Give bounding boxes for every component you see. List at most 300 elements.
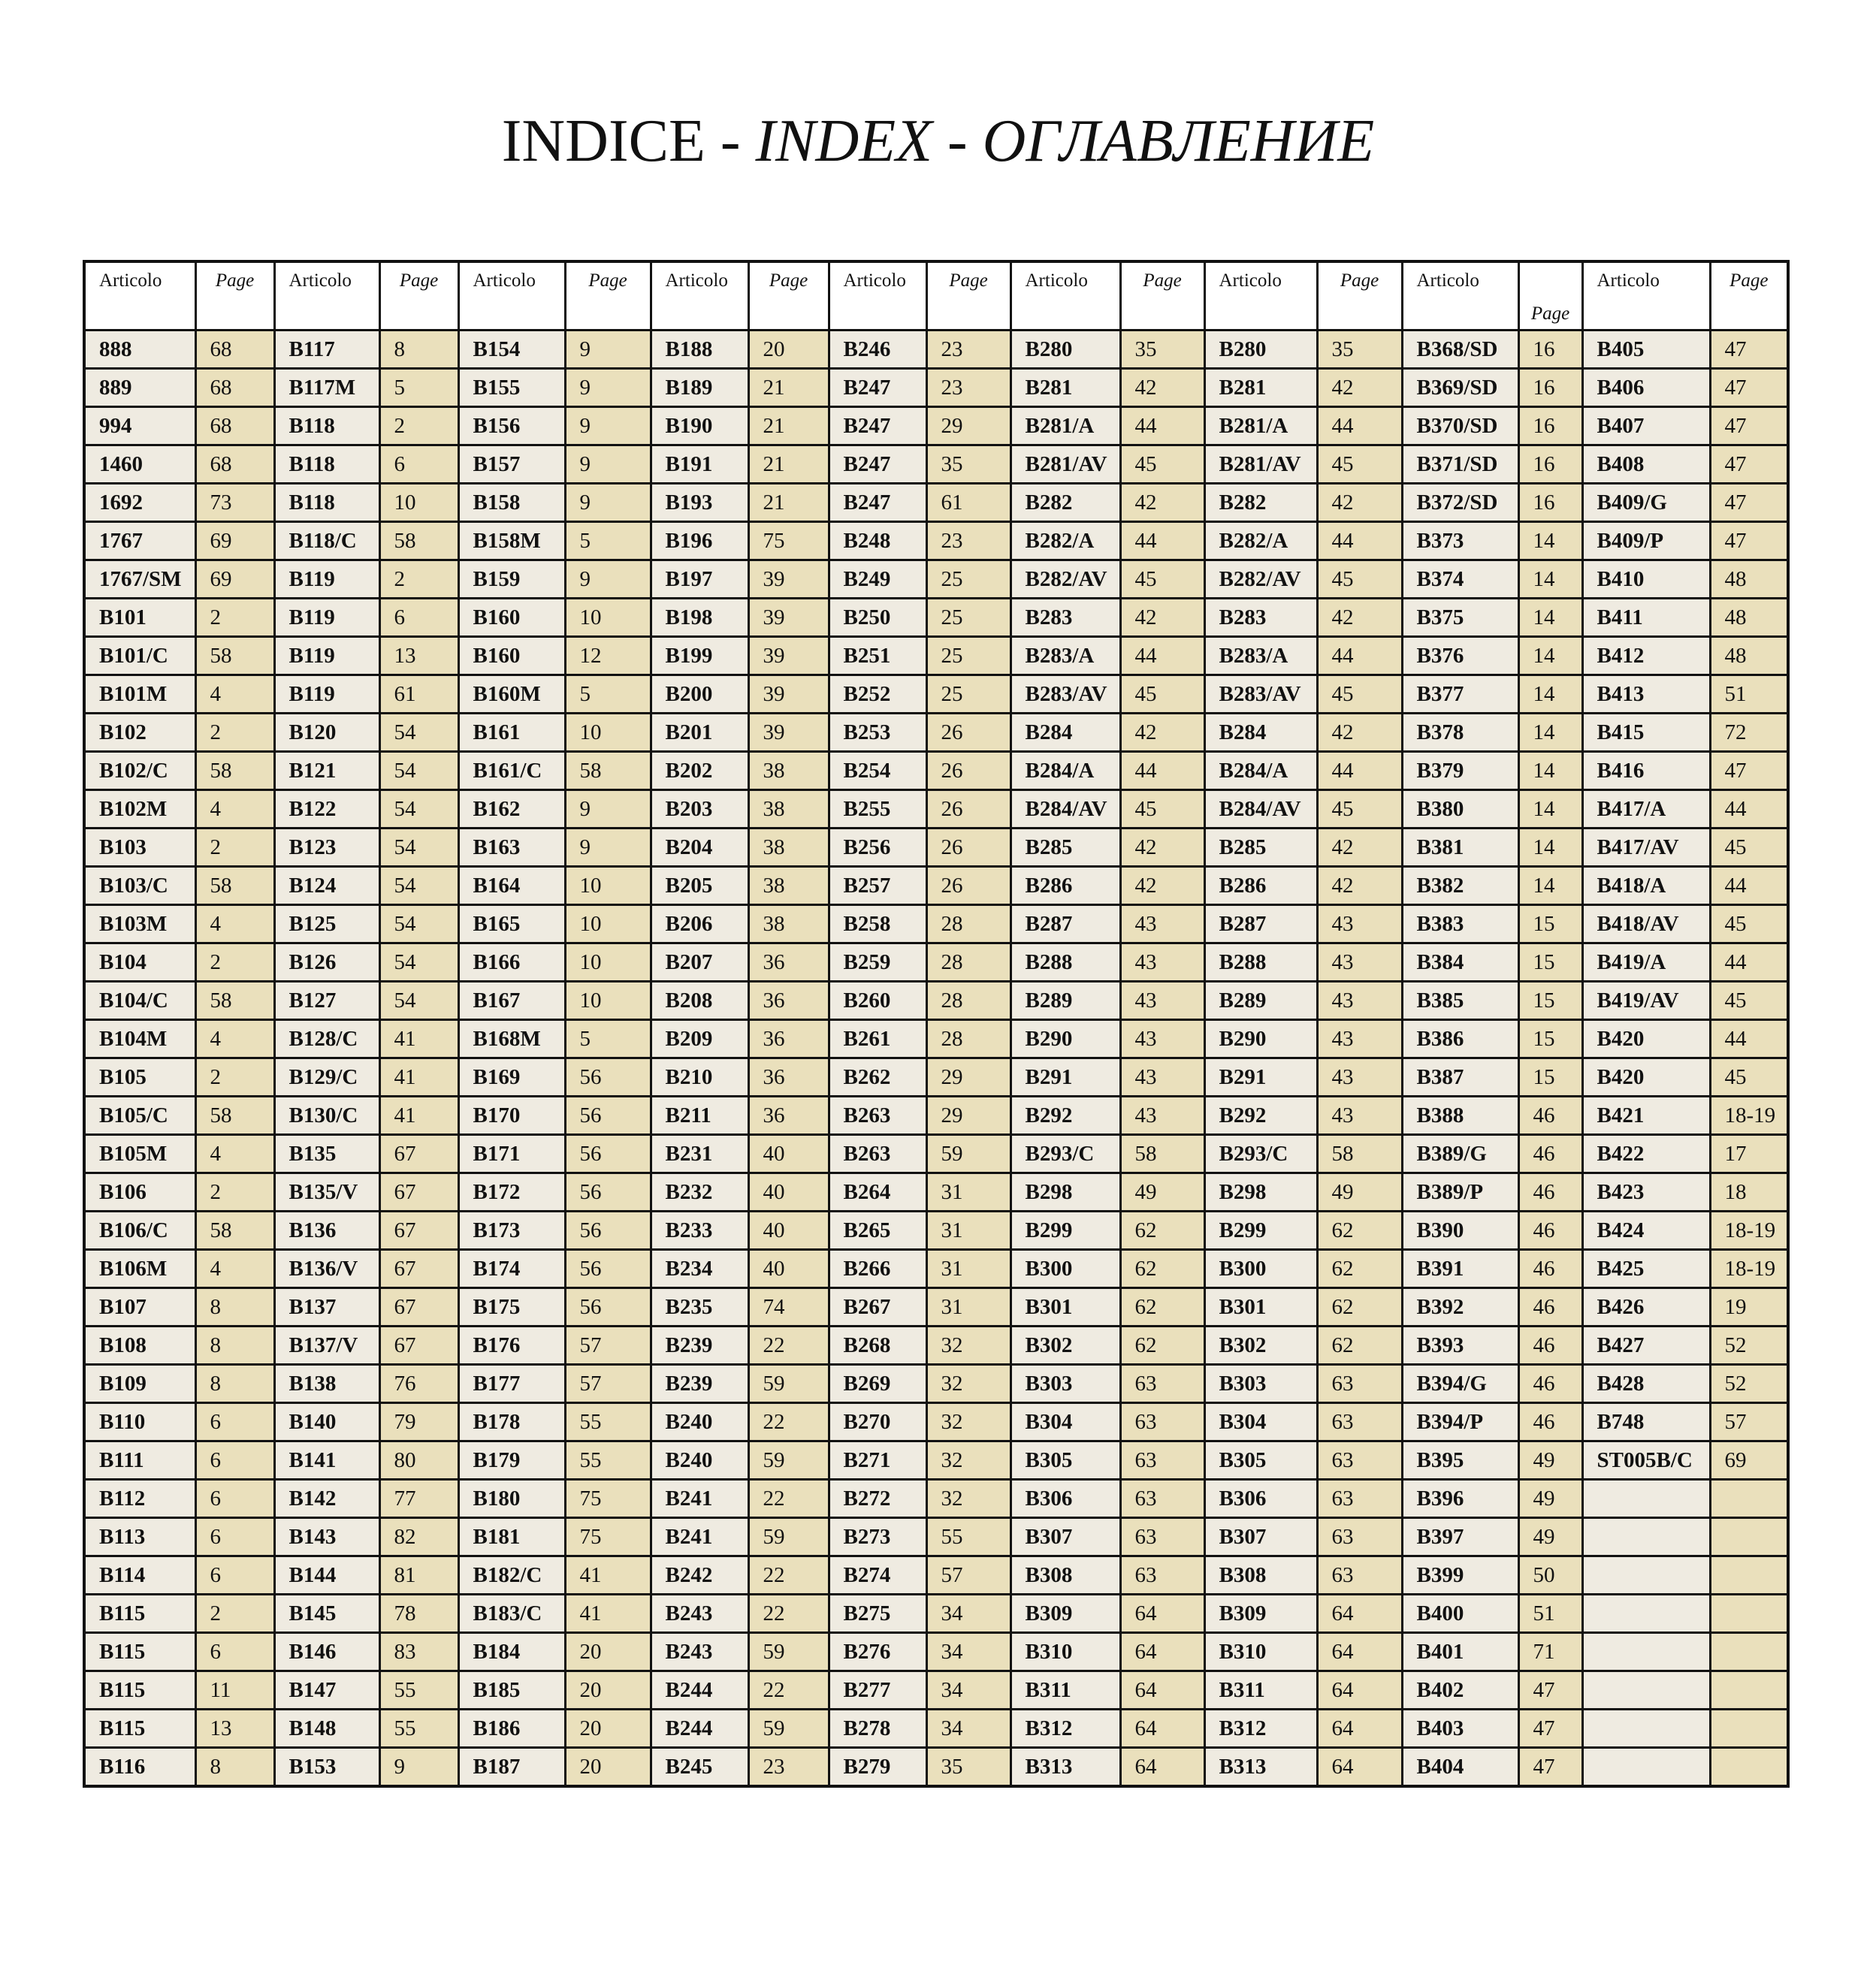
article-code: B280	[1011, 331, 1120, 369]
article-code	[1582, 1480, 1710, 1518]
article-code: B169	[458, 1058, 565, 1097]
page-number: 68	[195, 369, 274, 407]
article-code: B102M	[84, 790, 195, 829]
article-code: B291	[1011, 1058, 1120, 1097]
article-code: B135/V	[274, 1173, 379, 1212]
article-code: B382	[1402, 867, 1518, 905]
page-number: 38	[748, 867, 829, 905]
page-number: 2	[195, 714, 274, 752]
article-code: B383	[1402, 905, 1518, 943]
article-code: B161/C	[458, 752, 565, 790]
page-number: 40	[748, 1173, 829, 1212]
page-number: 55	[565, 1441, 651, 1480]
page-number: 62	[1317, 1327, 1402, 1365]
page-number: 5	[565, 675, 651, 714]
article-code: B117	[274, 331, 379, 369]
page-number: 44	[1710, 1020, 1788, 1058]
table-row	[84, 1403, 1788, 1441]
page-number: 43	[1317, 1058, 1402, 1097]
article-code: B407	[1582, 407, 1710, 445]
page-number: 54	[379, 943, 458, 982]
article-code: B155	[458, 369, 565, 407]
article-code: B423	[1582, 1173, 1710, 1212]
article-code: B303	[1011, 1365, 1120, 1403]
page-number: 4	[195, 1135, 274, 1173]
page-number: 18-19	[1710, 1250, 1788, 1288]
table-row	[84, 829, 1788, 867]
page-number: 56	[565, 1250, 651, 1288]
article-code: B119	[274, 560, 379, 599]
page-number: 42	[1317, 867, 1402, 905]
page-number: 23	[748, 1748, 829, 1787]
article-code: B281/A	[1011, 407, 1120, 445]
article-code: B424	[1582, 1212, 1710, 1250]
page-number: 45	[1710, 829, 1788, 867]
page-number: 54	[379, 982, 458, 1020]
article-code: B288	[1011, 943, 1120, 982]
page-number: 16	[1518, 445, 1582, 484]
page-number: 9	[565, 331, 651, 369]
page-number: 26	[926, 829, 1011, 867]
article-code: B267	[829, 1288, 926, 1327]
column-header-article: Articolo	[84, 261, 195, 331]
page-number: 58	[195, 982, 274, 1020]
article-code: B404	[1402, 1748, 1518, 1787]
page-number: 44	[1317, 522, 1402, 560]
page-number: 42	[1317, 369, 1402, 407]
article-code: B102	[84, 714, 195, 752]
article-code: B286	[1204, 867, 1317, 905]
article-code: B405	[1582, 331, 1710, 369]
article-code: B108	[84, 1327, 195, 1365]
page-number: 64	[1317, 1595, 1402, 1633]
article-code: B283/AV	[1011, 675, 1120, 714]
page-number: 64	[1120, 1710, 1204, 1748]
article-code: B275	[829, 1595, 926, 1633]
article-code: B266	[829, 1250, 926, 1288]
page-number: 43	[1317, 982, 1402, 1020]
page-number: 61	[379, 675, 458, 714]
article-code: B379	[1402, 752, 1518, 790]
article-code: B141	[274, 1441, 379, 1480]
article-code: B283	[1011, 599, 1120, 637]
page-number: 63	[1317, 1480, 1402, 1518]
page-number: 80	[379, 1441, 458, 1480]
article-code: B102/C	[84, 752, 195, 790]
article-code: B273	[829, 1518, 926, 1556]
page-number: 9	[379, 1748, 458, 1787]
article-code: B280	[1204, 331, 1317, 369]
article-code: B307	[1011, 1518, 1120, 1556]
page-number: 63	[1120, 1556, 1204, 1595]
article-code: B389/G	[1402, 1135, 1518, 1173]
page-number: 42	[1120, 714, 1204, 752]
table-row	[84, 1480, 1788, 1518]
page-number: 47	[1710, 484, 1788, 522]
article-code: B101/C	[84, 637, 195, 675]
article-code: B166	[458, 943, 565, 982]
article-code: B198	[651, 599, 748, 637]
column-header-page: Page	[926, 261, 1011, 331]
column-header-article: Articolo	[1402, 261, 1518, 331]
page-number: 6	[195, 1441, 274, 1480]
article-code: B137	[274, 1288, 379, 1327]
page-number: 35	[926, 445, 1011, 484]
column-header-page: Page	[1710, 261, 1788, 331]
page-number: 8	[195, 1327, 274, 1365]
page-number: 74	[748, 1288, 829, 1327]
page-number: 22	[748, 1671, 829, 1710]
article-code: B422	[1582, 1135, 1710, 1173]
page-number: 47	[1518, 1710, 1582, 1748]
page-number: 26	[926, 752, 1011, 790]
page-number: 9	[565, 790, 651, 829]
page-number: 57	[565, 1365, 651, 1403]
article-code: B130/C	[274, 1097, 379, 1135]
page-number: 63	[1120, 1518, 1204, 1556]
page-number: 58	[195, 1097, 274, 1135]
article-code: B380	[1402, 790, 1518, 829]
article-code: B118/C	[274, 522, 379, 560]
article-code: B241	[651, 1480, 748, 1518]
article-code: B417/A	[1582, 790, 1710, 829]
page-number: 6	[195, 1480, 274, 1518]
article-code: B306	[1204, 1480, 1317, 1518]
article-code: B165	[458, 905, 565, 943]
page-number: 4	[195, 905, 274, 943]
article-code: B285	[1204, 829, 1317, 867]
article-code: B428	[1582, 1365, 1710, 1403]
column-header-article: Articolo	[1582, 261, 1710, 331]
article-code: B371/SD	[1402, 445, 1518, 484]
article-code: B302	[1011, 1327, 1120, 1365]
page-number: 10	[565, 982, 651, 1020]
article-code: B283/A	[1204, 637, 1317, 675]
article-code: B293/C	[1204, 1135, 1317, 1173]
page-number: 83	[379, 1633, 458, 1671]
article-code: B231	[651, 1135, 748, 1173]
article-code: B289	[1011, 982, 1120, 1020]
article-code: B381	[1402, 829, 1518, 867]
page-number: 45	[1120, 560, 1204, 599]
article-code: B125	[274, 905, 379, 943]
table-row	[84, 484, 1788, 522]
article-code: B104M	[84, 1020, 195, 1058]
article-code: B292	[1204, 1097, 1317, 1135]
page-number: 34	[926, 1671, 1011, 1710]
article-code	[1582, 1556, 1710, 1595]
page-number	[1710, 1518, 1788, 1556]
page-number: 15	[1518, 982, 1582, 1020]
article-code: B123	[274, 829, 379, 867]
article-code: B172	[458, 1173, 565, 1212]
article-code: B145	[274, 1595, 379, 1633]
article-code: B241	[651, 1518, 748, 1556]
page-number: 58	[1120, 1135, 1204, 1173]
page-number: 63	[1317, 1403, 1402, 1441]
article-code: B263	[829, 1135, 926, 1173]
article-code: B136/V	[274, 1250, 379, 1288]
page-number: 32	[926, 1480, 1011, 1518]
table-row	[84, 599, 1788, 637]
article-code: B384	[1402, 943, 1518, 982]
article-code: B308	[1011, 1556, 1120, 1595]
article-code: ST005B/C	[1582, 1441, 1710, 1480]
page-number: 11	[195, 1671, 274, 1710]
page-number: 17	[1710, 1135, 1788, 1173]
article-code: 889	[84, 369, 195, 407]
article-code: B282/A	[1204, 522, 1317, 560]
article-code: B421	[1582, 1097, 1710, 1135]
article-code: B260	[829, 982, 926, 1020]
article-code: B122	[274, 790, 379, 829]
article-code: B299	[1011, 1212, 1120, 1250]
article-code: B278	[829, 1710, 926, 1748]
article-code: B115	[84, 1595, 195, 1633]
page-number: 6	[195, 1403, 274, 1441]
page-number: 67	[379, 1288, 458, 1327]
article-code: B105	[84, 1058, 195, 1097]
page-number: 44	[1120, 637, 1204, 675]
page-number: 51	[1710, 675, 1788, 714]
article-code: B284	[1204, 714, 1317, 752]
table-row	[84, 1097, 1788, 1135]
article-code: B105M	[84, 1135, 195, 1173]
article-code: B104/C	[84, 982, 195, 1020]
article-code: B138	[274, 1365, 379, 1403]
page-number: 46	[1518, 1173, 1582, 1212]
page-number: 40	[748, 1135, 829, 1173]
page-number: 64	[1120, 1748, 1204, 1787]
article-code: B409/G	[1582, 484, 1710, 522]
article-code: B162	[458, 790, 565, 829]
column-header-page: Page	[379, 261, 458, 331]
page-number: 59	[748, 1518, 829, 1556]
page-number: 14	[1518, 714, 1582, 752]
page-number: 54	[379, 714, 458, 752]
page-number: 6	[379, 599, 458, 637]
page-number: 2	[195, 599, 274, 637]
page-number: 2	[195, 1058, 274, 1097]
article-code: B416	[1582, 752, 1710, 790]
article-code: B207	[651, 943, 748, 982]
article-code: B281/A	[1204, 407, 1317, 445]
page-number: 43	[1317, 943, 1402, 982]
page-number: 64	[1317, 1671, 1402, 1710]
page-number: 44	[1120, 752, 1204, 790]
article-code: B121	[274, 752, 379, 790]
table-row	[84, 1748, 1788, 1787]
page-number: 44	[1317, 407, 1402, 445]
article-code: B426	[1582, 1288, 1710, 1327]
page-number: 13	[195, 1710, 274, 1748]
page-number: 8	[195, 1288, 274, 1327]
article-code: B303	[1204, 1365, 1317, 1403]
article-code: B313	[1011, 1748, 1120, 1787]
page-number: 25	[926, 560, 1011, 599]
article-code: B204	[651, 829, 748, 867]
article-code: B184	[458, 1633, 565, 1671]
page-number: 40	[748, 1250, 829, 1288]
article-code: B400	[1402, 1595, 1518, 1633]
article-code: B201	[651, 714, 748, 752]
article-code: B209	[651, 1020, 748, 1058]
page-number: 2	[195, 1595, 274, 1633]
page-number: 44	[1710, 867, 1788, 905]
article-code: B175	[458, 1288, 565, 1327]
page-number: 14	[1518, 675, 1582, 714]
page-number: 28	[926, 943, 1011, 982]
article-code: B160	[458, 637, 565, 675]
page-number: 43	[1120, 1020, 1204, 1058]
article-code: B247	[829, 445, 926, 484]
article-code: B206	[651, 905, 748, 943]
table-row	[84, 331, 1788, 369]
article-code: B128/C	[274, 1020, 379, 1058]
page-number: 5	[565, 522, 651, 560]
article-code: B281	[1204, 369, 1317, 407]
page-number: 28	[926, 982, 1011, 1020]
article-code: B288	[1204, 943, 1317, 982]
article-code: B117M	[274, 369, 379, 407]
page-number: 47	[1518, 1671, 1582, 1710]
page-number: 45	[1120, 675, 1204, 714]
page-number: 45	[1120, 790, 1204, 829]
page-number: 45	[1710, 905, 1788, 943]
page-number: 43	[1120, 1058, 1204, 1097]
article-code: B205	[651, 867, 748, 905]
article-code: B185	[458, 1671, 565, 1710]
article-code: B112	[84, 1480, 195, 1518]
article-code: B387	[1402, 1058, 1518, 1097]
article-code: B291	[1204, 1058, 1317, 1097]
page-number: 14	[1518, 599, 1582, 637]
article-code: B418/AV	[1582, 905, 1710, 943]
page-number: 32	[926, 1365, 1011, 1403]
page-number: 51	[1518, 1595, 1582, 1633]
article-code: B109	[84, 1365, 195, 1403]
page-number: 43	[1120, 905, 1204, 943]
page-number: 55	[379, 1671, 458, 1710]
article-code	[1582, 1518, 1710, 1556]
article-code: B199	[651, 637, 748, 675]
article-code: B270	[829, 1403, 926, 1441]
page-number: 22	[748, 1556, 829, 1595]
page-number: 21	[748, 369, 829, 407]
article-code: B372/SD	[1402, 484, 1518, 522]
article-code: B182/C	[458, 1556, 565, 1595]
page-number: 14	[1518, 867, 1582, 905]
index-table	[83, 260, 1790, 1788]
article-code: B310	[1011, 1633, 1120, 1671]
page-number: 62	[1317, 1288, 1402, 1327]
page-number: 44	[1710, 790, 1788, 829]
article-code: B242	[651, 1556, 748, 1595]
article-code: B124	[274, 867, 379, 905]
page-number: 42	[1317, 829, 1402, 867]
column-header-article: Articolo	[651, 261, 748, 331]
article-code: B377	[1402, 675, 1518, 714]
page-number: 59	[748, 1710, 829, 1748]
article-code: B174	[458, 1250, 565, 1288]
article-code: B268	[829, 1327, 926, 1365]
page-number: 47	[1710, 331, 1788, 369]
page-number: 32	[926, 1403, 1011, 1441]
page-number: 9	[565, 560, 651, 599]
article-code: B401	[1402, 1633, 1518, 1671]
page-title	[0, 104, 1876, 179]
article-code: B115	[84, 1671, 195, 1710]
table-row	[84, 1441, 1788, 1480]
article-code: B293/C	[1011, 1135, 1120, 1173]
page-number: 44	[1317, 637, 1402, 675]
page-number: 18-19	[1710, 1212, 1788, 1250]
page-number: 62	[1317, 1212, 1402, 1250]
article-code: B186	[458, 1710, 565, 1748]
article-code: B243	[651, 1633, 748, 1671]
page-number: 20	[565, 1671, 651, 1710]
page-number: 2	[195, 943, 274, 982]
page-number: 16	[1518, 484, 1582, 522]
page-number: 29	[926, 1097, 1011, 1135]
page-number: 13	[379, 637, 458, 675]
page-number: 4	[195, 1250, 274, 1288]
page-number: 25	[926, 599, 1011, 637]
page-number: 54	[379, 905, 458, 943]
article-code: B187	[458, 1748, 565, 1787]
article-code: B161	[458, 714, 565, 752]
article-code: B282	[1011, 484, 1120, 522]
page-number: 59	[748, 1441, 829, 1480]
article-code: B282/A	[1011, 522, 1120, 560]
page-number: 52	[1710, 1365, 1788, 1403]
page-number: 58	[565, 752, 651, 790]
article-code: B177	[458, 1365, 565, 1403]
page-number: 56	[565, 1058, 651, 1097]
page-number: 63	[1120, 1441, 1204, 1480]
page-number: 58	[195, 637, 274, 675]
page-number: 44	[1120, 407, 1204, 445]
table-row	[84, 560, 1788, 599]
page-number: 49	[1317, 1173, 1402, 1212]
article-code: B290	[1011, 1020, 1120, 1058]
page-number: 63	[1120, 1365, 1204, 1403]
page-number	[1710, 1556, 1788, 1595]
page-number: 21	[748, 445, 829, 484]
article-code: B252	[829, 675, 926, 714]
article-code: B748	[1582, 1403, 1710, 1441]
article-code: B378	[1402, 714, 1518, 752]
page-number: 41	[379, 1058, 458, 1097]
article-code: B402	[1402, 1671, 1518, 1710]
page-number: 39	[748, 560, 829, 599]
page-number: 2	[379, 560, 458, 599]
table-row	[84, 1250, 1788, 1288]
page-number: 39	[748, 714, 829, 752]
article-code: B305	[1204, 1441, 1317, 1480]
page-number: 31	[926, 1173, 1011, 1212]
article-code: B284/AV	[1204, 790, 1317, 829]
article-code: B308	[1204, 1556, 1317, 1595]
page-number: 75	[748, 522, 829, 560]
page-number: 46	[1518, 1097, 1582, 1135]
article-code: 888	[84, 331, 195, 369]
page-number: 6	[195, 1556, 274, 1595]
page-number: 4	[195, 790, 274, 829]
page-number: 69	[195, 560, 274, 599]
page-number: 29	[926, 407, 1011, 445]
page-number: 48	[1710, 560, 1788, 599]
